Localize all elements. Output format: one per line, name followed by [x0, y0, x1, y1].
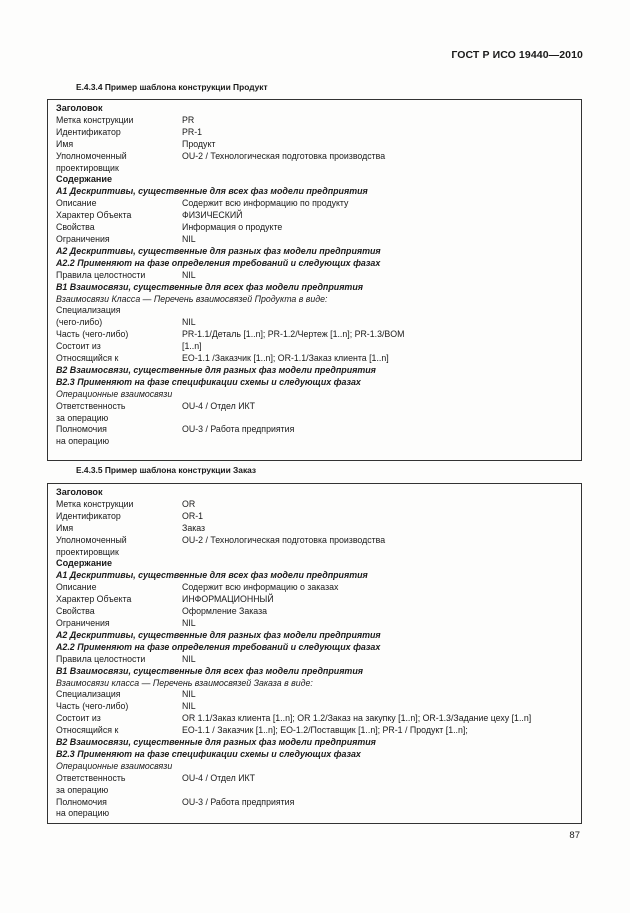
field-label: за операцию	[56, 412, 109, 423]
field-row	[56, 654, 581, 666]
field-label: на операцию	[56, 808, 110, 819]
field-row	[56, 547, 581, 559]
field-value: Содержит всю информацию о заказах	[182, 582, 339, 593]
field-label: Ответственность	[56, 772, 126, 783]
field-row	[56, 234, 581, 246]
italic-note: Взаимосвязи Класса — Перечень взаимосвязей Продукта в виде:	[56, 293, 328, 304]
field-label: Ответственность	[56, 400, 126, 411]
field-label: Полномочия	[56, 796, 107, 807]
block-heading: Заголовок	[56, 103, 103, 113]
field-value: EO-1.1 / Заказчик [1..n]; EO-1.2/Поставщик [1..n]; PR-1 / Продукт [1..n];	[182, 725, 468, 736]
subsection-heading: В1 Взаимосвязи, существенные для всех фаз модели предприятия	[56, 665, 363, 676]
block-heading: Содержание	[56, 558, 113, 569]
field-label: Метка конструкции	[56, 498, 134, 509]
page-number: 87	[569, 830, 580, 841]
field-row	[56, 797, 581, 809]
field-value: NIL	[182, 269, 196, 280]
field-row	[56, 305, 581, 317]
field-value: OU-2 / Технологическая подготовка производства	[182, 534, 386, 545]
subsection-heading: В2 Взаимосвязи, существенные для разных фаз модели предприятия	[56, 364, 376, 375]
field-value: NIL	[182, 317, 196, 328]
subsection-heading: А2 Дескриптивы, существенные для разных фаз модели предприятия	[56, 245, 381, 256]
field-row	[56, 317, 581, 329]
field-row	[56, 618, 581, 630]
field-label: Свойства	[56, 222, 95, 233]
field-label: Идентификатор	[56, 126, 121, 137]
field-label: Правила целостности	[56, 653, 146, 664]
field-value	[182, 547, 581, 559]
field-label: (чего-либо)	[56, 317, 103, 328]
subsection-heading: А1 Дескриптивы, существенные для всех фаз модели предприятия	[56, 186, 368, 197]
field-row	[56, 606, 581, 618]
italic-note: Операционные взаимосвязи	[56, 388, 173, 399]
field-row	[56, 713, 581, 725]
field-value: OU-4 / Отдел ИКТ	[182, 400, 256, 411]
field-row	[56, 341, 581, 353]
field-row	[56, 808, 581, 820]
field-row	[56, 139, 581, 151]
field-label: Описание	[56, 582, 97, 593]
field-row	[56, 198, 581, 210]
field-label: Уполномоченный	[56, 150, 127, 161]
field-value: PR-1	[182, 126, 203, 137]
field-label: Часть (чего-либо)	[56, 329, 129, 340]
field-row	[56, 270, 581, 282]
field-row	[56, 413, 581, 425]
field-label: Характер Объекта	[56, 594, 132, 605]
field-row	[56, 523, 581, 535]
field-label: проектировщик	[56, 162, 119, 173]
field-row	[56, 115, 581, 127]
field-row	[56, 582, 581, 594]
subsection-heading: А2.2 Применяют на фазе определения требований и следующих фазах	[56, 641, 381, 652]
field-row	[56, 499, 581, 511]
field-value	[182, 785, 581, 797]
field-value: OU-3 / Работа предприятия	[182, 796, 295, 807]
field-value: NIL	[182, 653, 196, 664]
field-value: OU-2 / Технологическая подготовка производства	[182, 150, 386, 161]
italic-note: Взаимосвязи класса — Перечень взаимосвязей Заказа в виде:	[56, 677, 313, 688]
field-value: Содержит всю информацию по продукту	[182, 198, 349, 209]
field-value: OU-3 / Работа предприятия	[182, 424, 295, 435]
subsection-heading: А2 Дескриптивы, существенные для разных фаз модели предприятия	[56, 629, 381, 640]
field-label: Относящийся к	[56, 353, 119, 364]
field-value: ФИЗИЧЕСКИЙ	[182, 210, 243, 221]
field-label: Состоит из	[56, 341, 101, 352]
standard-header: ГОСТ Р ИСО 19440—2010	[451, 49, 583, 61]
field-value: OR	[182, 498, 196, 509]
field-row	[56, 353, 581, 365]
field-row	[56, 785, 581, 797]
field-value: PR-1.1/Деталь [1..n]; PR-1.2/Чертеж [1..n]; PR-1.3/BOM	[182, 329, 405, 340]
field-value: Информация о продукте	[182, 222, 283, 233]
subsection-heading: В2.3 Применяют на фазе спецификации схемы и следующих фазах	[56, 748, 361, 759]
block-heading: Заголовок	[56, 487, 103, 497]
field-value: OU-4 / Отдел ИКТ	[182, 772, 256, 783]
field-row	[56, 424, 581, 436]
field-label: Ограничения	[56, 617, 110, 628]
field-row	[56, 401, 581, 413]
field-row	[56, 535, 581, 547]
field-value: NIL	[182, 233, 196, 244]
order-template-box	[47, 483, 582, 824]
field-value: Продукт	[182, 138, 216, 149]
field-value: NIL	[182, 689, 196, 700]
field-label: Относящийся к	[56, 725, 119, 736]
field-value: ИНФОРМАЦИОННЫЙ	[182, 594, 274, 605]
field-label: Описание	[56, 198, 97, 209]
field-value: EO-1.1 /Заказчик [1..n]; OR-1.1/Заказ клиента [1..n]	[182, 353, 389, 364]
field-value	[182, 808, 581, 820]
field-value: OR-1	[182, 510, 204, 521]
field-value: OR 1.1/Заказ клиента [1..n]; OR 1.2/Заказ на закупку [1..n]; OR-1.3/Задание цеху [1..n]	[182, 713, 532, 724]
field-label: проектировщик	[56, 546, 119, 557]
field-value: NIL	[182, 701, 196, 712]
field-row	[56, 222, 581, 234]
field-label: Метка конструкции	[56, 114, 134, 125]
subsection-heading: В2.3 Применяют на фазе спецификации схемы и следующих фазах	[56, 376, 361, 387]
field-row	[56, 725, 581, 737]
block-heading: Содержание	[56, 174, 113, 185]
field-row	[56, 210, 581, 222]
field-label: Специализация	[56, 305, 121, 316]
field-label: Полномочия	[56, 424, 107, 435]
field-label: Характер Объекта	[56, 210, 132, 221]
subsection-heading: В2 Взаимосвязи, существенные для разных фаз модели предприятия	[56, 737, 376, 748]
field-label: Специализация	[56, 689, 121, 700]
field-label: Имя	[56, 138, 74, 149]
field-value	[182, 163, 581, 175]
field-value: Заказ	[182, 522, 206, 533]
field-row	[56, 163, 581, 175]
section-title-order: Е.4.3.5 Пример шаблона конструкции Заказ	[76, 465, 257, 475]
field-label: Уполномоченный	[56, 534, 127, 545]
field-row	[56, 773, 581, 785]
field-label: Имя	[56, 522, 74, 533]
field-row	[56, 436, 581, 448]
field-label: Свойства	[56, 606, 95, 617]
field-row	[56, 511, 581, 523]
field-value: [1..n]	[182, 341, 202, 352]
subsection-heading: А1 Дескриптивы, существенные для всех фаз модели предприятия	[56, 570, 368, 581]
field-value: NIL	[182, 617, 196, 628]
product-template-box	[47, 99, 582, 461]
field-value: PR	[182, 114, 195, 125]
field-row	[56, 151, 581, 163]
field-label: Идентификатор	[56, 510, 121, 521]
italic-note: Операционные взаимосвязи	[56, 760, 173, 771]
subsection-heading: А2.2 Применяют на фазе определения требований и следующих фазах	[56, 257, 381, 268]
field-label: Состоит из	[56, 713, 101, 724]
field-label: Часть (чего-либо)	[56, 701, 129, 712]
field-value	[182, 305, 581, 317]
field-row	[56, 127, 581, 139]
field-label: за операцию	[56, 784, 109, 795]
field-label: Ограничения	[56, 233, 110, 244]
field-label: Правила целостности	[56, 269, 146, 280]
field-row	[56, 701, 581, 713]
field-value	[182, 413, 581, 425]
subsection-heading: В1 Взаимосвязи, существенные для всех фаз модели предприятия	[56, 281, 363, 292]
field-row	[56, 594, 581, 606]
field-row	[56, 689, 581, 701]
section-title-product: Е.4.3.4 Пример шаблона конструкции Продукт	[76, 82, 268, 92]
field-value	[182, 436, 581, 448]
field-value: Оформление Заказа	[182, 606, 268, 617]
field-row	[56, 329, 581, 341]
field-label: на операцию	[56, 436, 110, 447]
